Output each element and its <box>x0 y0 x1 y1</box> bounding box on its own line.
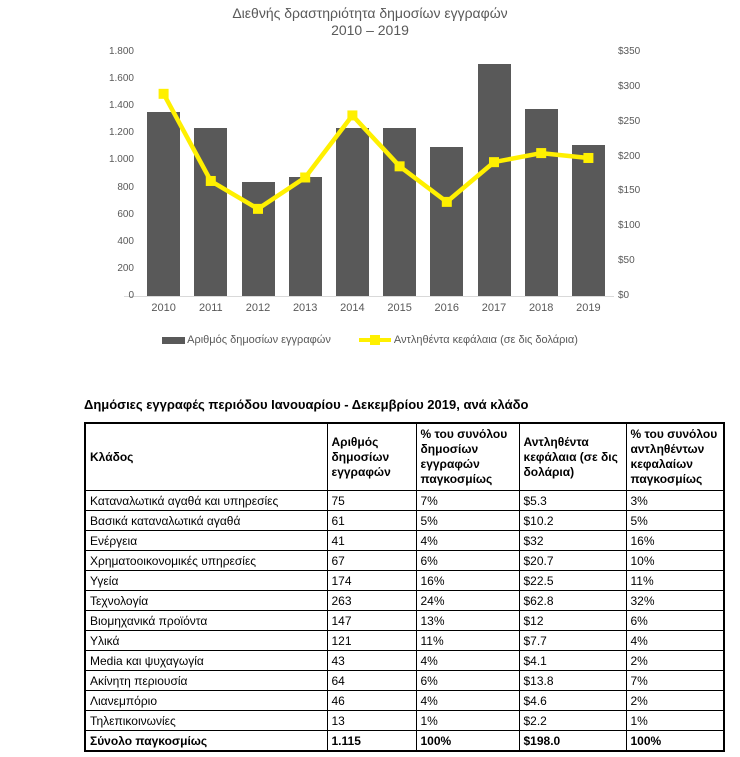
cell-value: 13% <box>416 611 519 631</box>
y-axis-left-label: 600 <box>117 208 134 220</box>
cell-value: 100% <box>416 731 519 752</box>
table-title: Δημόσιες εγγραφές περιόδου Ιανουαρίου - Δεκεμβρίου 2019, ανά κλάδο <box>84 397 529 412</box>
cell-value: 16% <box>416 571 519 591</box>
line-marker-2010 <box>159 89 169 99</box>
y-axis-left-label: 1.800 <box>108 46 134 57</box>
chart-title-line1: Διεθνής δραστηριότητα δημοσίων εγγραφών <box>232 5 508 21</box>
table-row <box>85 651 724 671</box>
y-axis-left-label: 1.600 <box>108 73 134 85</box>
line-marker-2019 <box>583 153 593 163</box>
table-row <box>85 671 724 691</box>
cell-value: $32 <box>519 531 626 551</box>
y-axis-left-label: 400 <box>117 235 134 247</box>
cell-sector: Υλικά <box>85 631 327 651</box>
y-axis-right-label: $0 <box>618 290 630 301</box>
cell-value: 5% <box>416 511 519 531</box>
cell-sector: Ενέργεια <box>85 531 327 551</box>
cell-value: 75 <box>327 491 416 511</box>
x-axis-label-2011: 2011 <box>198 302 223 314</box>
cell-value: 61 <box>327 511 416 531</box>
cell-value: 7% <box>416 491 519 511</box>
table-row <box>85 531 724 551</box>
cell-sector: Σύνολο παγκοσμίως <box>85 731 327 752</box>
table-row <box>85 591 724 611</box>
x-axis-label-2017: 2017 <box>481 302 507 314</box>
cell-sector: Τεχνολογία <box>85 591 327 611</box>
line-marker-2013 <box>300 172 310 182</box>
chart-legend <box>0 334 740 346</box>
cell-value: 32% <box>626 591 724 611</box>
cell-sector: Χρηματοοικονομικές υπηρεσίες <box>85 551 327 571</box>
bar-swatch-icon <box>162 337 185 344</box>
cell-value: 147 <box>327 611 416 631</box>
x-axis-label-2019: 2019 <box>576 302 601 314</box>
table-body <box>85 491 724 752</box>
column-header-cap-pct: % του συνόλου αντληθέντων κεφαλαίων παγκοσμίως <box>626 423 724 491</box>
cell-value: 1.115 <box>327 731 416 752</box>
table-row <box>85 611 724 631</box>
table-section <box>84 397 724 752</box>
cell-value: 11% <box>626 571 724 591</box>
cell-value: 64 <box>327 671 416 691</box>
cell-value: 6% <box>416 551 519 571</box>
ipo-table <box>84 422 725 752</box>
cell-value: $198.0 <box>519 731 626 752</box>
cell-value: 121 <box>327 631 416 651</box>
cell-sector: Media και ψυχαγωγία <box>85 651 327 671</box>
cell-value: $4.1 <box>519 651 626 671</box>
column-header-sector: Κλάδος <box>85 423 327 491</box>
cell-value: 16% <box>626 531 724 551</box>
chart-title-line2: 2010 – 2019 <box>331 22 409 38</box>
capital-line <box>140 52 612 296</box>
cell-value: 2% <box>626 651 724 671</box>
table-row <box>85 571 724 591</box>
y-axis-right-label: $50 <box>618 255 635 267</box>
legend-label-ipo-count: Αριθμός δημοσίων εγγραφών <box>187 334 331 346</box>
y-axis-left-label: 800 <box>117 181 134 193</box>
y-axis-left-label: 1.400 <box>108 100 134 112</box>
cell-value: 46 <box>327 691 416 711</box>
y-axis-right-label: $350 <box>618 46 641 57</box>
cell-value: $62.8 <box>519 591 626 611</box>
table-row <box>85 631 724 651</box>
cell-value: $13.8 <box>519 671 626 691</box>
cell-sector: Καταναλωτικά αγαθά και υπηρεσίες <box>85 491 327 511</box>
cell-sector: Λιανεμπόριο <box>85 691 327 711</box>
cell-sector: Βασικά καταναλωτικά αγαθά <box>85 511 327 531</box>
cell-value: 5% <box>626 511 724 531</box>
cell-value: 2% <box>626 691 724 711</box>
column-header-capital: Αντληθέντα κεφάλαια (σε δις δολάρια) <box>519 423 626 491</box>
table-row <box>85 491 724 511</box>
cell-value: 263 <box>327 591 416 611</box>
y-axis-left-label: 200 <box>117 262 134 274</box>
cell-value: $4.6 <box>519 691 626 711</box>
line-marker-2012 <box>253 204 263 214</box>
y-axis-left-label: 0 <box>128 290 134 301</box>
x-axis-label-2015: 2015 <box>387 302 412 314</box>
y-axis-right-label: $200 <box>618 150 641 162</box>
cell-value: 10% <box>626 551 724 571</box>
line-marker-2015 <box>395 161 405 171</box>
column-header-count: Αριθμός δημοσίων εγγραφών <box>327 423 416 491</box>
line-marker-2014 <box>347 110 357 120</box>
chart-plot <box>140 52 612 296</box>
cell-value: 7% <box>626 671 724 691</box>
y-axis-right-label: $100 <box>618 220 641 232</box>
line-marker-2018 <box>536 148 546 158</box>
cell-value: 4% <box>416 691 519 711</box>
cell-value: 4% <box>416 651 519 671</box>
legend-label-capital: Αντληθέντα κεφάλαια (σε δις δολάρια) <box>393 334 578 346</box>
cell-sector: Βιομηχανικά προϊόντα <box>85 611 327 631</box>
cell-value: 43 <box>327 651 416 671</box>
cell-value: 11% <box>416 631 519 651</box>
cell-value: $2.2 <box>519 711 626 731</box>
line-marker-2016 <box>442 197 452 207</box>
cell-value: 24% <box>416 591 519 611</box>
table-header <box>85 423 724 491</box>
cell-value: $5.3 <box>519 491 626 511</box>
cell-value: 100% <box>626 731 724 752</box>
y-axis-right-label: $300 <box>618 80 641 92</box>
total-row <box>85 731 724 752</box>
x-axis-line <box>124 296 614 297</box>
cell-sector: Τηλεπικοινωνίες <box>85 711 327 731</box>
cell-value: $12 <box>519 611 626 631</box>
cell-value: 6% <box>416 671 519 691</box>
y-axis-right-label: $250 <box>618 115 641 127</box>
legend-item-capital <box>359 334 578 346</box>
table-row <box>85 691 724 711</box>
cell-value: 174 <box>327 571 416 591</box>
x-axis-label-2010: 2010 <box>151 302 176 314</box>
cell-sector: Ακίνητη περιουσία <box>85 671 327 691</box>
cell-value: 4% <box>416 531 519 551</box>
cell-value: $7.7 <box>519 631 626 651</box>
cell-value: 41 <box>327 531 416 551</box>
x-axis-label-2012: 2012 <box>245 302 271 314</box>
table-row <box>85 511 724 531</box>
cell-value: 1% <box>626 711 724 731</box>
cell-value: $10.2 <box>519 511 626 531</box>
cell-sector: Υγεία <box>85 571 327 591</box>
table-row <box>85 711 724 731</box>
cell-value: 6% <box>626 611 724 631</box>
table-row <box>85 551 724 571</box>
cell-value: 1% <box>416 711 519 731</box>
cell-value: 67 <box>327 551 416 571</box>
y-axis-left-label: 1.000 <box>108 154 134 166</box>
column-header-count-pct: % του συνόλου δημοσίων εγγραφών παγκοσμίως <box>416 423 519 491</box>
x-axis-label-2013: 2013 <box>292 302 318 314</box>
cell-value: 4% <box>626 631 724 651</box>
cell-value: $20.7 <box>519 551 626 571</box>
x-axis-label-2014: 2014 <box>340 302 365 314</box>
line-marker-2017 <box>489 157 499 167</box>
ipo-chart <box>0 0 740 362</box>
line-marker-2011 <box>206 176 216 186</box>
legend-item-ipo-count <box>162 334 331 346</box>
x-axis-label-2016: 2016 <box>434 302 460 314</box>
y-axis-left-label: 1.200 <box>108 127 134 139</box>
cell-value: 3% <box>626 491 724 511</box>
line-swatch-icon <box>359 335 391 345</box>
x-axis-label-2018: 2018 <box>528 302 554 314</box>
cell-value: $22.5 <box>519 571 626 591</box>
cell-value: 13 <box>327 711 416 731</box>
y-axis-right-label: $150 <box>618 185 641 197</box>
